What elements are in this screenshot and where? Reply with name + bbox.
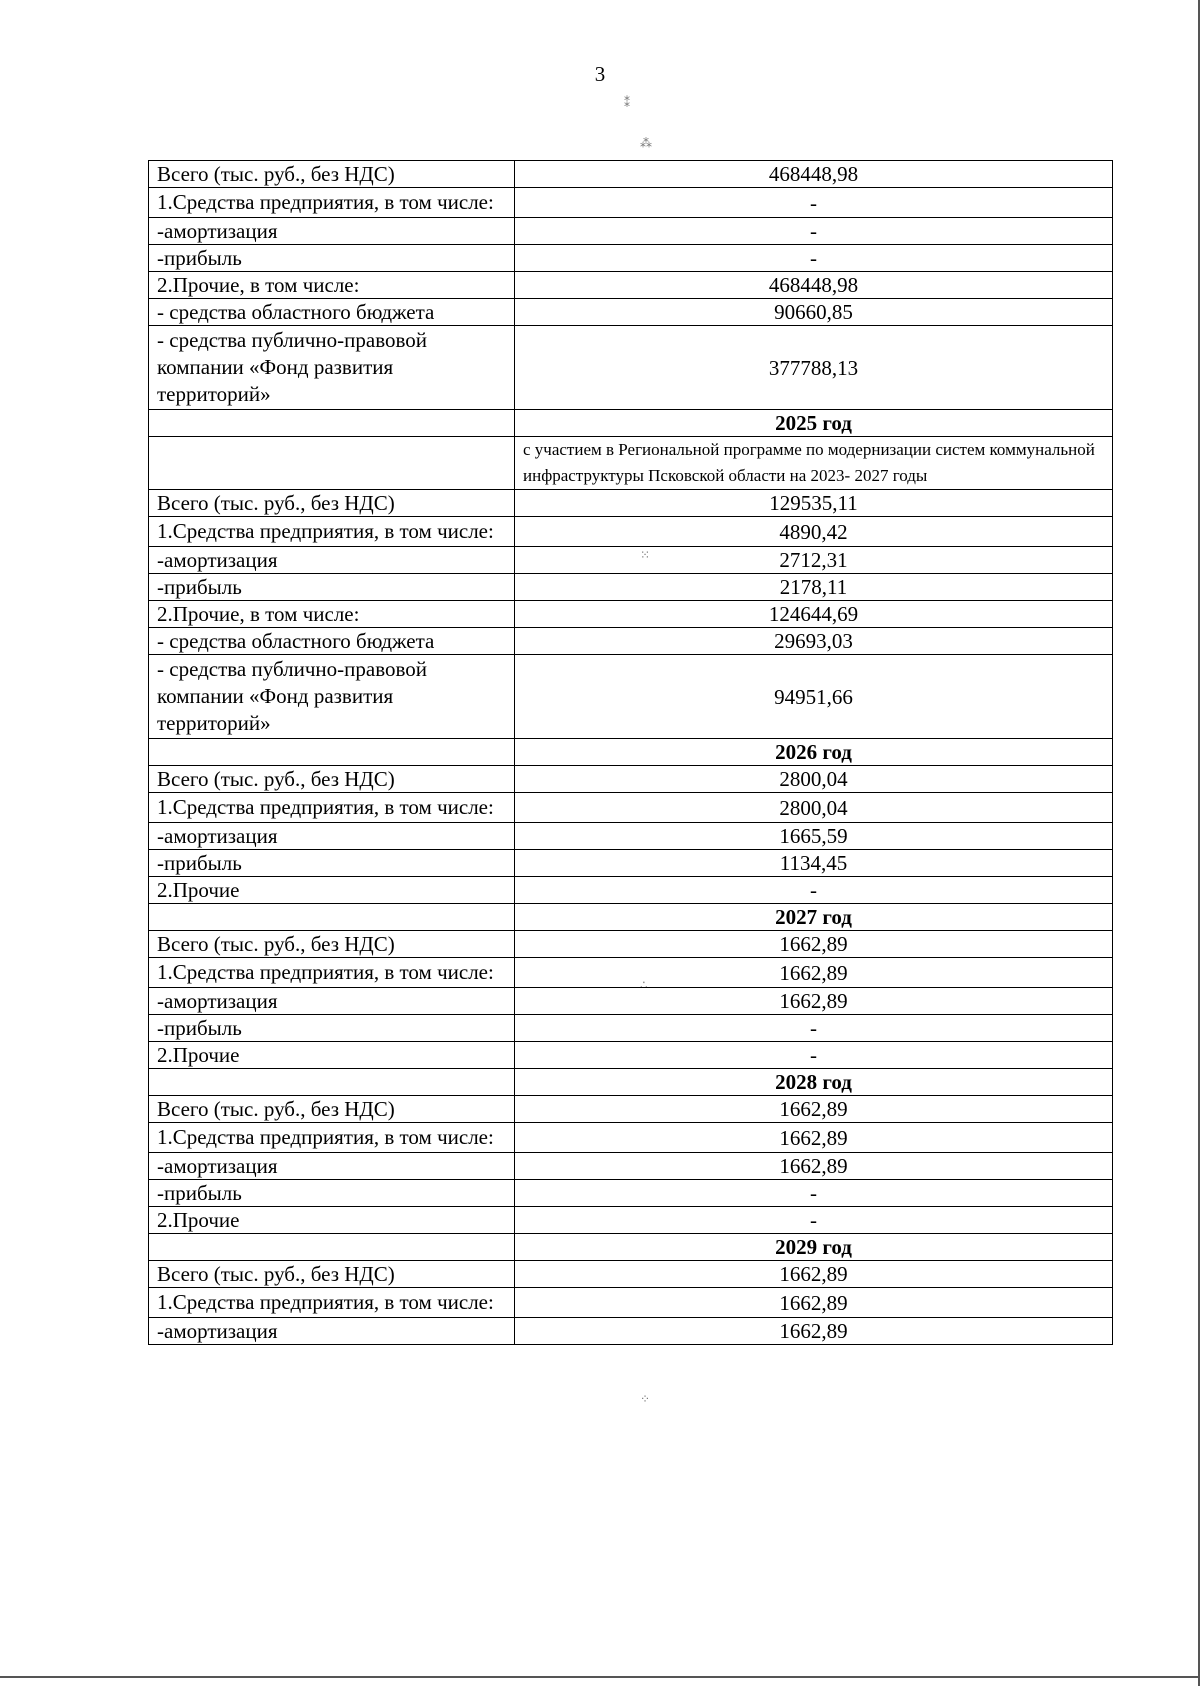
table-row — [149, 793, 1113, 823]
row-label: 1.Средства предприятия, в том числе: — [149, 517, 515, 547]
row-label: -прибыль — [149, 1015, 515, 1042]
table-row — [149, 188, 1113, 218]
row-value: 124644,69 — [515, 601, 1113, 628]
page-number: 3 — [594, 62, 606, 86]
table-row — [149, 988, 1113, 1015]
table-row — [149, 1261, 1113, 1288]
table-row — [149, 218, 1113, 245]
table-row — [149, 1096, 1113, 1123]
row-label — [149, 437, 515, 490]
row-label: Всего (тыс. руб., без НДС) — [149, 490, 515, 517]
row-label: -амортизация — [149, 1318, 515, 1345]
row-value: 468448,98 — [515, 161, 1113, 188]
table-row — [149, 547, 1113, 574]
scan-noise: ⁙ — [640, 548, 651, 562]
table-row — [149, 850, 1113, 877]
row-value: 1662,89 — [515, 988, 1113, 1015]
table-row — [149, 245, 1113, 272]
year-header-row — [149, 410, 1113, 437]
row-label: -амортизация — [149, 218, 515, 245]
row-value: 1662,89 — [515, 931, 1113, 958]
row-value: 2800,04 — [515, 793, 1113, 823]
row-label — [149, 1234, 515, 1261]
row-value: 2178,11 — [515, 574, 1113, 601]
row-value: - — [515, 1042, 1113, 1069]
table-row — [149, 655, 1113, 739]
row-value: - — [515, 1207, 1113, 1234]
table-row — [149, 628, 1113, 655]
year-header-row — [149, 1234, 1113, 1261]
table-row — [149, 877, 1113, 904]
table-row — [149, 1288, 1113, 1318]
row-value: - — [515, 245, 1113, 272]
table-row — [149, 1123, 1113, 1153]
row-value: 1134,45 — [515, 850, 1113, 877]
year-header: 2025 год — [515, 410, 1113, 437]
table-row — [149, 161, 1113, 188]
row-label: Всего (тыс. руб., без НДС) — [149, 1096, 515, 1123]
row-value: 94951,66 — [515, 655, 1113, 739]
table-row — [149, 601, 1113, 628]
scan-noise: ⁑ — [624, 96, 630, 110]
row-value: - — [515, 218, 1113, 245]
row-value: 1662,89 — [515, 958, 1113, 988]
table-row — [149, 272, 1113, 299]
row-value: 1665,59 — [515, 823, 1113, 850]
row-value: 1662,89 — [515, 1288, 1113, 1318]
row-label: 2.Прочие — [149, 1042, 515, 1069]
row-label: Всего (тыс. руб., без НДС) — [149, 766, 515, 793]
row-label: -прибыль — [149, 850, 515, 877]
table-row — [149, 1153, 1113, 1180]
row-label: Всего (тыс. руб., без НДС) — [149, 931, 515, 958]
row-value: - — [515, 188, 1113, 218]
table-row — [149, 517, 1113, 547]
row-label: -амортизация — [149, 823, 515, 850]
row-value: 1662,89 — [515, 1318, 1113, 1345]
scan-border-bottom — [0, 1676, 1200, 1678]
row-value: 29693,03 — [515, 628, 1113, 655]
row-value: 4890,42 — [515, 517, 1113, 547]
row-value: - — [515, 1180, 1113, 1207]
row-label: - средства публично-правовой компании «Фонд развития территорий» — [149, 655, 515, 739]
table-row — [149, 574, 1113, 601]
row-label: Всего (тыс. руб., без НДС) — [149, 1261, 515, 1288]
row-label: -прибыль — [149, 574, 515, 601]
year-header-row — [149, 1069, 1113, 1096]
year-header: 2026 год — [515, 739, 1113, 766]
row-label: -амортизация — [149, 1153, 515, 1180]
scan-noise: ∴ — [640, 978, 648, 992]
table-row — [149, 1318, 1113, 1345]
row-value: 468448,98 — [515, 272, 1113, 299]
table-row — [149, 823, 1113, 850]
row-label: 2.Прочие — [149, 877, 515, 904]
program-note: с участием в Региональной программе по модернизации систем коммунальной инфраструктуры Псковской области на 2023- 2027 годы — [515, 437, 1113, 490]
row-label: 1.Средства предприятия, в том числе: — [149, 793, 515, 823]
row-label: -амортизация — [149, 988, 515, 1015]
table-row — [149, 1207, 1113, 1234]
table-row — [149, 766, 1113, 793]
row-value: 1662,89 — [515, 1153, 1113, 1180]
year-header: 2027 год — [515, 904, 1113, 931]
row-label: 2.Прочие, в том числе: — [149, 272, 515, 299]
row-label — [149, 904, 515, 931]
financing-table-body — [149, 161, 1113, 1345]
row-value: 90660,85 — [515, 299, 1113, 326]
table-row — [149, 490, 1113, 517]
row-value: 1662,89 — [515, 1261, 1113, 1288]
table-row — [149, 1042, 1113, 1069]
row-label: -прибыль — [149, 1180, 515, 1207]
table-row — [149, 931, 1113, 958]
row-label: Всего (тыс. руб., без НДС) — [149, 161, 515, 188]
row-label: 2.Прочие, в том числе: — [149, 601, 515, 628]
program-note-row — [149, 437, 1113, 490]
row-value: 129535,11 — [515, 490, 1113, 517]
table-row — [149, 958, 1113, 988]
table-row — [149, 1015, 1113, 1042]
row-label — [149, 1069, 515, 1096]
scan-noise: ⁂ — [640, 136, 652, 150]
row-label: 1.Средства предприятия, в том числе: — [149, 1288, 515, 1318]
year-header-row — [149, 739, 1113, 766]
row-value: - — [515, 1015, 1113, 1042]
row-label: - средства публично-правовой компании «Фонд развития территорий» — [149, 326, 515, 410]
row-label: 1.Средства предприятия, в том числе: — [149, 1123, 515, 1153]
year-header-row — [149, 904, 1113, 931]
table-row — [149, 299, 1113, 326]
row-label: - средства областного бюджета — [149, 628, 515, 655]
table-row — [149, 1180, 1113, 1207]
row-label: 1.Средства предприятия, в том числе: — [149, 188, 515, 218]
row-label: 2.Прочие — [149, 1207, 515, 1234]
row-value: 377788,13 — [515, 326, 1113, 410]
row-value: 2712,31 — [515, 547, 1113, 574]
row-value: 1662,89 — [515, 1123, 1113, 1153]
row-value: - — [515, 877, 1113, 904]
row-label: 1.Средства предприятия, в том числе: — [149, 958, 515, 988]
row-label: -амортизация — [149, 547, 515, 574]
scan-noise: ⁘ — [640, 1392, 651, 1406]
row-value: 1662,89 — [515, 1096, 1113, 1123]
year-header: 2028 год — [515, 1069, 1113, 1096]
row-label — [149, 739, 515, 766]
row-label: - средства областного бюджета — [149, 299, 515, 326]
year-header: 2029 год — [515, 1234, 1113, 1261]
row-label — [149, 410, 515, 437]
row-value: 2800,04 — [515, 766, 1113, 793]
row-label: -прибыль — [149, 245, 515, 272]
table-row — [149, 326, 1113, 410]
financing-table — [148, 160, 1113, 1345]
